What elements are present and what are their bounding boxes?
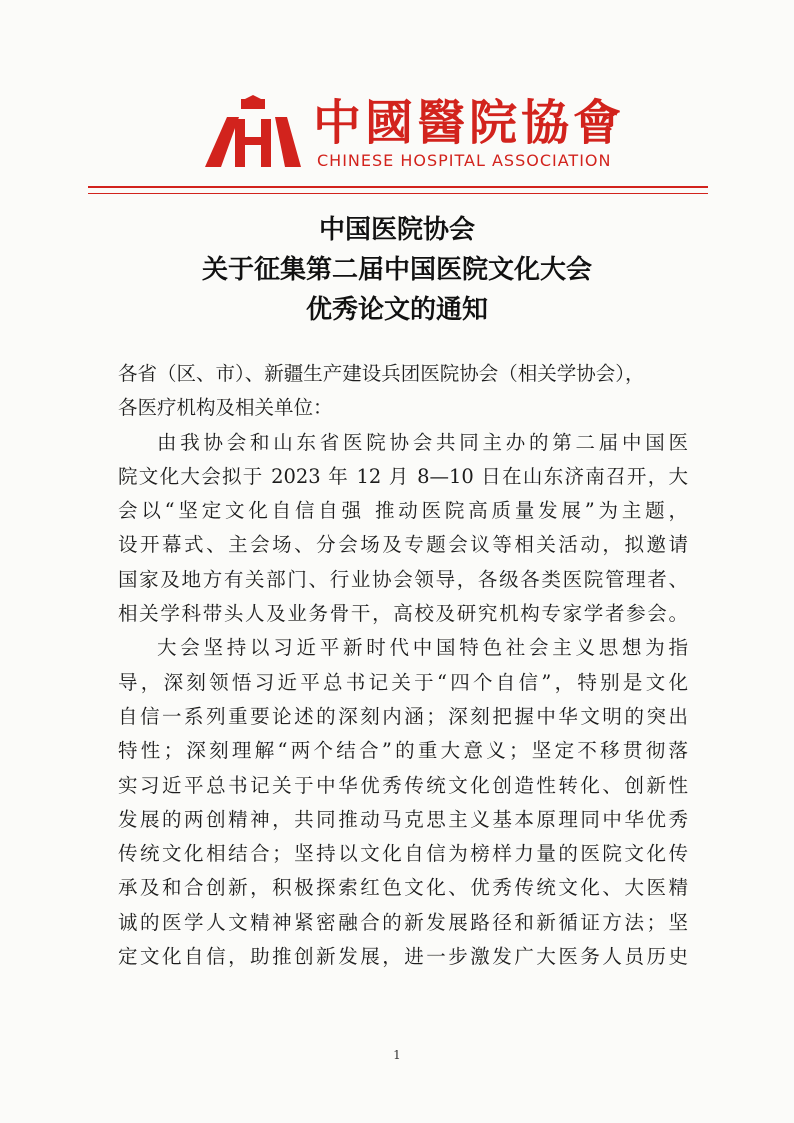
header-rule-thin: [88, 193, 708, 194]
salutation-line-2: 各医疗机构及相关单位：: [118, 396, 333, 420]
document-body: [118, 357, 688, 974]
header-rule-thick: [88, 186, 708, 188]
paragraph-2-line: 实习近平总书记关于中华优秀传统文化创造性转化、创新性: [118, 773, 688, 797]
paragraph-1-line: 会以“坚定文化自信自强 推动医院高质量发展”为主题，: [118, 499, 688, 523]
paragraph-2-line: 传统文化相结合；坚持以文化自信为榜样力量的医院文化传: [118, 842, 688, 866]
title-line-3: 优秀论文的通知: [305, 295, 488, 325]
paragraph-1-line: 由我协会和山东省医院协会共同主办的第二届中国医: [157, 430, 688, 454]
org-header: [205, 95, 625, 175]
paragraph-2-line: 诚的医学人文精神紧密融合的新发展路径和新循证方法；坚: [118, 910, 688, 934]
paragraph-1-line: 设开幕式、主会场、分会场及专题会议等相关活动，拟邀请: [118, 533, 688, 557]
paragraph-2-line: 自信一系列重要论述的深刻内涵；深刻把握中华文明的突出: [118, 704, 688, 728]
title-line-2: 关于征集第二届中国医院文化大会: [201, 255, 592, 285]
paragraph-2-line: 发展的两创精神，共同推动马克思主义基本原理同中华优秀: [118, 807, 688, 831]
paragraph-2-line: 定文化自信，助推创新发展，进一步激发广大医务人员历史: [118, 945, 688, 969]
paragraph-2-line: 导，深刻领悟习近平总书记关于“四个自信”，特别是文化: [118, 670, 688, 694]
paragraph-2-line: 特性；深刻理解“两个结合”的重大意义；坚定不移贯彻落: [118, 739, 688, 763]
paragraph-1-line: 相关学科带头人及业务骨干，高校及研究机构专家学者参会。: [118, 602, 688, 626]
org-name-en: CHINESE HOSPITAL ASSOCIATION: [317, 151, 612, 170]
paragraph-1-line: 国家及地方有关部门、行业协会领导，各级各类医院管理者、: [118, 567, 688, 591]
salutation-line-1: 各省（区、市）、新疆生产建设兵团医院协会（相关学协会），: [118, 362, 645, 385]
title-line-1: 中国医院协会: [318, 215, 475, 245]
cha-logo-icon: [205, 95, 301, 167]
paragraph-2-line: 大会坚持以习近平新时代中国特色社会主义思想为指: [157, 636, 688, 660]
page-number: 1: [393, 1048, 401, 1062]
document-title: [0, 210, 794, 330]
org-name-cn: 中國醫院協會: [313, 95, 626, 151]
paragraph-2-line: 承及和合创新，积极探索红色文化、优秀传统文化、大医精: [118, 876, 688, 900]
paragraph-1-line: 院文化大会拟于 2023 年 12 月 8—10 日在山东济南召开，大: [118, 464, 688, 488]
